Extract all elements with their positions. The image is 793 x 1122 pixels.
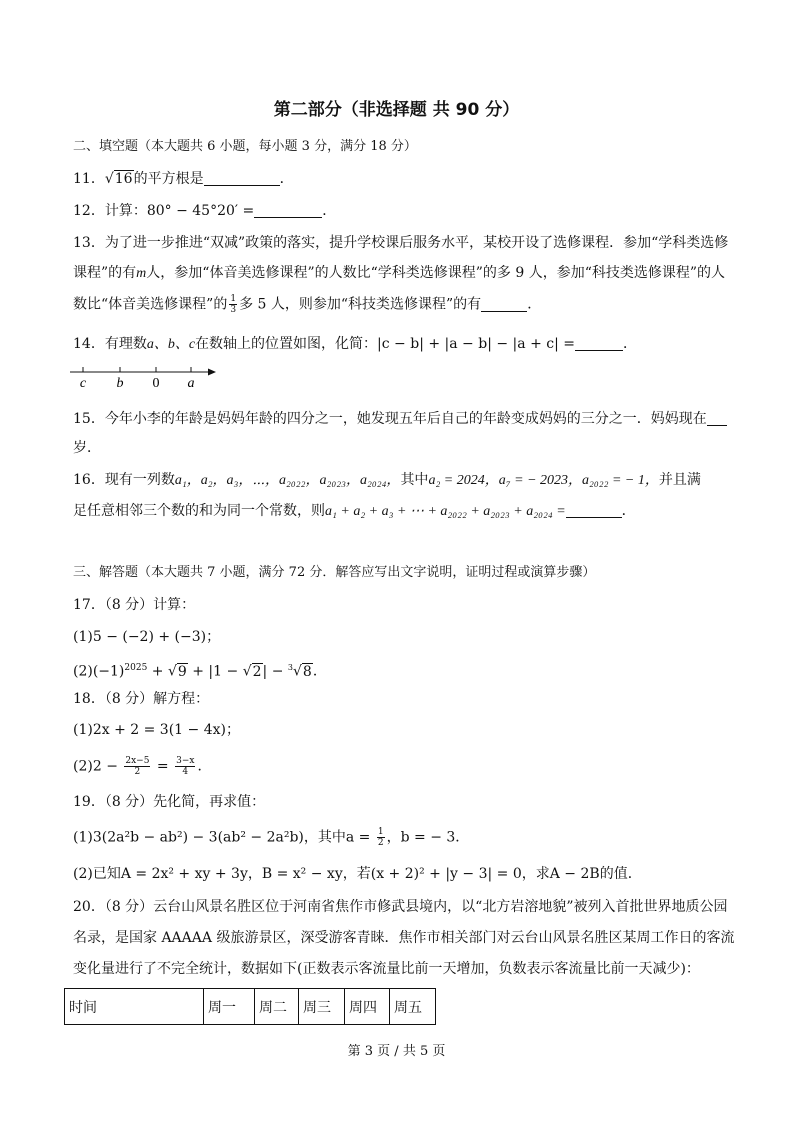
question-17-part-1: (1)5 − (−2) + (−3)； [73, 629, 221, 645]
label-c: c [79, 376, 87, 391]
question-13-line-1: 13．为了进一步推进“双减”政策的落实，提升学校课后服务水平，某校开设了选修课程．参加“学科类选修 [73, 235, 729, 251]
question-20-line-1: 20．（8 分）云台山风景名胜区位于河南省焦作市修武县境内，以“北方岩溶地貌”被列入首批世界地质公园 [73, 899, 728, 915]
q16-conditions: a₂ = 2024，a₇ = − 2023，a₂₀₂₂ = − 1， [428, 473, 659, 488]
table-header-cell: 时间 [65, 989, 204, 1025]
q13-fraction [229, 294, 237, 315]
question-15-line-2: 岁． [73, 440, 101, 456]
q18-fraction-1 [124, 756, 150, 777]
question-14 [73, 334, 637, 355]
question-12 [73, 201, 336, 221]
question-19-title: 19．（8 分）先化简，再求值： [73, 794, 266, 810]
q12-number: 12． [73, 203, 105, 219]
q15-answer-blank[interactable] [707, 411, 727, 426]
number-line-figure [70, 362, 220, 392]
q14-end: ． [622, 336, 637, 352]
q13-text-c: 数比“体音美选修课程”的 [73, 296, 228, 313]
q19-p1-a: (1)3(2a²b − ab²) − 3(ab² − 2a²b)，其中a = [73, 829, 375, 846]
q17-radicand-1: 9 [177, 663, 187, 680]
q19-frac-den: 2 [377, 838, 384, 848]
question-19-part-1 [73, 827, 469, 848]
q11-end: ． [279, 171, 294, 187]
q11-number: 11． [73, 171, 105, 187]
sqrt-sign-icon: √ [104, 171, 114, 187]
sqrt-sign-icon: √ [292, 663, 302, 680]
question-20-line-2: 名录，是国家 AAAAA 级旅游景区，深受游客青睐．焦作市相关部门对云台山风景名胜区某周工作日的客流 [73, 930, 735, 946]
q18-fraction-2 [175, 756, 195, 777]
q13-text-a: 课程”的有 [73, 265, 137, 281]
q14-text: 在数轴上的位置如图，化简： [195, 336, 378, 352]
q11-text: 的平方根是 [133, 171, 204, 187]
q17-root-index: 3 [287, 663, 293, 672]
q19-fraction [377, 827, 385, 848]
q18-p2-b: = [152, 758, 174, 775]
q18-f1-num: 2x−5 [125, 756, 150, 766]
q12-text: 计算：80° − 45°20′ = [104, 203, 255, 219]
question-20-line-3: 变化量进行了不完全统计，数据如下(正数表示客流量比前一天增加，负数表示客流量比前一天减少)： [73, 961, 700, 977]
table-header-cell: 周一 [204, 989, 255, 1025]
q17-radicand-3: 8 [302, 663, 312, 680]
question-13-line-2 [73, 263, 725, 284]
q15-text: 15．今年小李的年龄是妈妈年龄的四分之一，她发现五年后自己的年龄变成妈妈的三分之一．妈妈现在 [73, 411, 707, 427]
q17-radicand-2: 2 [252, 663, 262, 680]
page-title: 第二部分（非选择题 共 90 分） [273, 100, 520, 120]
q17-p2-b: + [147, 663, 168, 680]
q13-text-d: 多 5 人，则参加“科技类选修课程”的有 [239, 296, 482, 313]
q16-text-d: 足任意相邻三个数的和为同一个常数，则 [73, 503, 325, 519]
question-16-line-1 [73, 470, 701, 491]
q13-var-m: m [136, 266, 147, 281]
question-18-title: 18．（8 分）解方程： [73, 691, 210, 707]
q19-p1-b: ，b = − 3． [386, 829, 470, 846]
q17-p2-a: (2)(−1) [73, 663, 125, 680]
passenger-flow-table [64, 988, 436, 1025]
question-18-part-1: (1)2x + 2 = 3(1 − 4x)； [73, 722, 240, 738]
q14-answer-blank[interactable] [575, 336, 623, 351]
q16-end: ． [621, 503, 636, 519]
q11-radicand: 16 [114, 171, 133, 187]
question-15-line-1 [73, 409, 727, 429]
q12-answer-blank[interactable] [254, 203, 322, 218]
q17-p2-end: ． [312, 663, 327, 680]
sqrt-sign-icon: √ [242, 663, 252, 680]
q13-end: ． [527, 296, 542, 313]
q16-sequence: a₁，a₂，a₃，⋯，a₂₀₂₂，a₂₀₂₃，a₂₀₂₄， [174, 473, 401, 488]
question-11 [73, 169, 294, 189]
page-footer: 第 3 页 / 共 5 页 [347, 1044, 446, 1059]
q18-f2-num: 3−x [176, 756, 195, 766]
number-line-arrow-icon [208, 369, 216, 376]
q17-exponent: 2025 [124, 663, 148, 673]
q18-f1-den: 2 [134, 767, 141, 777]
table-header-cell: 周四 [345, 989, 390, 1025]
question-17-part-2 [73, 658, 327, 682]
q18-p2-end: ． [197, 758, 212, 775]
table-header-cell: 周二 [255, 989, 299, 1025]
q16-sum: a₁ + a₂ + a₃ + ⋯ + a₂₀₂₂ + a₂₀₂₃ + a₂₀₂₄ = [325, 504, 566, 519]
q16-text-c: 并且满 [658, 472, 701, 488]
question-17-title: 17．（8 分）计算： [73, 597, 196, 613]
q14-expression: |c − b| + |a − b| − |a + c| = [377, 336, 575, 352]
question-13-line-3 [73, 294, 541, 315]
q11-answer-blank[interactable] [204, 171, 280, 186]
q16-answer-blank[interactable] [566, 503, 622, 518]
question-19-part-2: (2)已知A = 2x² + xy + 3y，B = x² − xy，若(x + 2)² + |y − 3| = 0，求A − 2B的值． [73, 866, 642, 882]
section-3-heading: 三、解答题（本大题共 7 小题，满分 72 分．解答应写出文字说明，证明过程或演算步骤） [73, 565, 596, 580]
table-row [65, 989, 436, 1025]
label-0: 0 [152, 376, 160, 391]
q18-p2-a: (2)2 − [73, 758, 123, 775]
question-16-line-2 [73, 501, 636, 522]
question-18-part-2 [73, 756, 211, 777]
q13-frac-num: 1 [230, 294, 237, 304]
q12-end: ． [322, 203, 337, 219]
table-header-cell: 周三 [299, 989, 345, 1025]
q16-text-b: 其中 [400, 472, 429, 488]
q17-p2-d: | − [262, 663, 288, 680]
q18-f2-den: 4 [182, 767, 189, 777]
q13-answer-blank[interactable] [481, 297, 527, 312]
q19-frac-num: 1 [377, 827, 384, 837]
q14-number: 14．有理数 [73, 336, 147, 352]
q16-text-a: 16．现有一列数 [73, 472, 175, 488]
section-2-heading: 二、填空题（本大题共 6 小题，每小题 3 分，满分 18 分） [73, 139, 417, 154]
q13-text-b: 人，参加“体音美选修课程”的人数比“学科类选修课程”的多 9 人，参加“科技类选修课程”的人 [146, 265, 726, 281]
label-b: b [116, 376, 124, 391]
label-a: a [187, 376, 195, 391]
q17-p2-c: + |1 − [187, 663, 243, 680]
sqrt-sign-icon: √ [167, 663, 177, 680]
q14-vars: a、b、c [146, 337, 196, 352]
q13-frac-den: 3 [230, 305, 237, 315]
table-header-cell: 周五 [390, 989, 436, 1025]
